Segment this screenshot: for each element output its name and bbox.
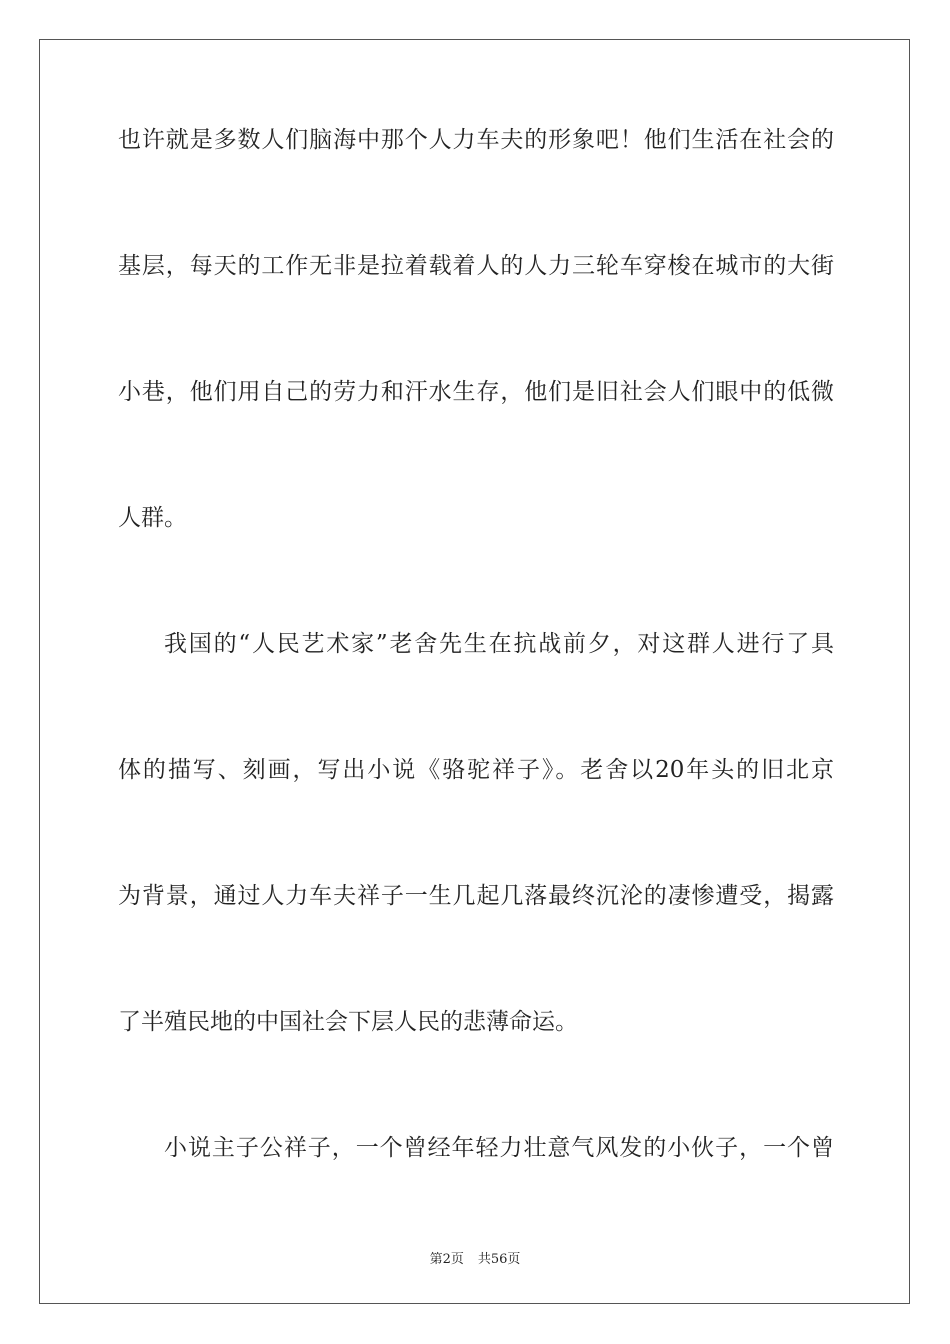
page-total: 共56页 [477, 1252, 521, 1267]
text-line: 小说主子公祥子，一个曾经年轻力壮意气风发的小伙子，一个曾 [164, 1135, 834, 1161]
text-line: 也许就是多数人们脑海中那个人力车夫的形象吧！他们生活在社会的 [118, 127, 834, 153]
page-footer [0, 1248, 950, 1267]
page-number: 第2页 [429, 1252, 464, 1267]
text-line: 小巷，他们用自己的劳力和汗水生存，他们是旧社会人们眼中的低微 [118, 379, 834, 405]
text-line: 了半殖民地的中国社会下层人民的悲薄命运。 [118, 1009, 578, 1035]
text-line: 人群。 [118, 505, 187, 531]
text-line: 基层，每天的工作无非是拉着载着人的人力三轮车穿梭在城市的大街 [118, 253, 834, 279]
text-line: 为背景，通过人力车夫祥子一生几起几落最终沉沦的凄惨遭受，揭露 [118, 883, 834, 909]
document-body [118, 128, 834, 1262]
text-line: 体的描写、刻画，写出小说《骆驼祥子》。老舍以20年头的旧北京 [118, 757, 834, 783]
text-line: 我国的“人民艺术家”老舍先生在抗战前夕，对这群人进行了具 [164, 631, 834, 657]
